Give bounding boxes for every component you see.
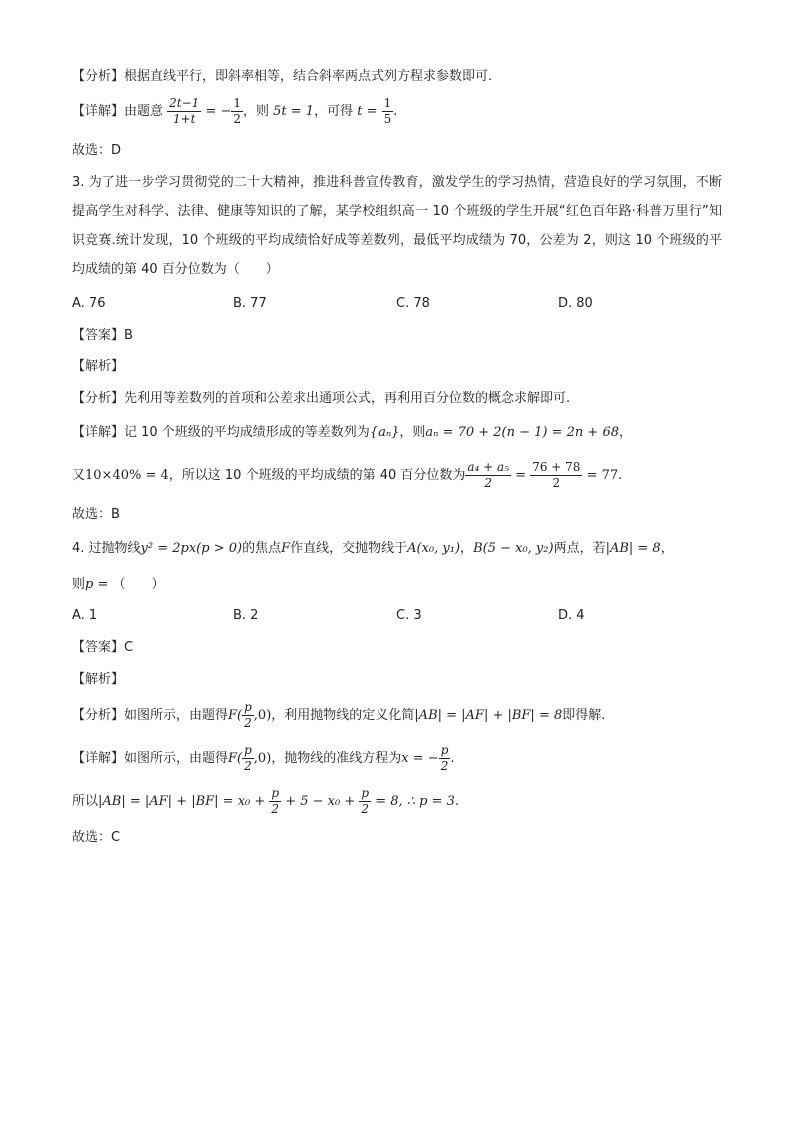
q4-option-c[interactable]: C. 3: [396, 608, 422, 623]
parabola-equation: y² = 2px(p > 0): [140, 541, 243, 556]
fraction-p-over-2-d: $\frac{p}{2}$: [271, 786, 280, 816]
ab-length: |AB| = 8: [605, 541, 661, 556]
equals-minus: = −: [201, 104, 232, 119]
fraction-p-over-2-b: $\frac{p}{2}$: [244, 743, 252, 773]
calc-10x40: 10×40% = 4: [85, 468, 169, 483]
q4-analysis: 【分析】如图所示，由题得F( $\frac{p}{2}$ ,0)，利用抛物线的定义化简|AB| = |AF| + |BF| = 8即得解.: [72, 700, 606, 730]
detail-1-mid: ，则: [243, 104, 274, 119]
point-a: A(x₀, y₁): [407, 541, 461, 556]
formula-an: aₙ = 70 + 2(n − 1) = 2n + 68: [425, 425, 619, 440]
focus-open-2: F(: [228, 751, 243, 766]
fraction-2t-1-over-1-t: $\frac{2t-1}{1+t}$: [169, 96, 200, 126]
focus-close: ,0): [253, 708, 272, 723]
fraction-76-78: $\frac{76 + 78}{2}$: [532, 460, 581, 490]
q3-option-a[interactable]: A. 76: [72, 296, 106, 311]
point-b: B(5 − x₀, y₂): [473, 541, 554, 556]
q4-detail: 【详解】如图所示，由题得F( $\frac{p}{2}$ ,0)，抛物线的准线方程为x = − $\frac{p}{2}$ .: [72, 743, 455, 773]
ab-definition: |AB| = |AF| + |BF| = 8: [414, 708, 563, 723]
sequence-an: {aₙ}: [369, 425, 400, 440]
eq-t: t =: [357, 104, 382, 119]
q3-analysis: 【分析】先利用等差数列的首项和公差求出通项公式，再利用百分位数的概念求解即可.: [72, 391, 571, 406]
choice-1: 故选：D: [72, 143, 122, 158]
fraction-one-half: $\frac{1}{2}$: [233, 96, 242, 126]
q4-option-d[interactable]: D. 4: [558, 608, 585, 623]
q3-option-d[interactable]: D. 80: [558, 296, 593, 311]
focus-close-2: ,0): [253, 751, 272, 766]
question-3-text: 3. 为了进一步学习贯彻党的二十大精神，推进科普宣传教育，激发学生的学习热情，营造良好的学习氛围，不断提高学生对科学、法律、健康等知识的了解，某学校组织高一 10 个班级的学生开展“红色百年路·科普万里行”知识竞赛.统计发现，10 个班级的平均成绩恰好成等差数列，最低平均成绩为 70，公差为 2，则这 10 个班级的平均成绩的第 40 百分位数为（ ）: [72, 175, 722, 277]
eq-5t-1: 5t = 1: [273, 104, 315, 119]
question-4-line1: 4. 过抛物线y² = 2px(p > 0)的焦点F作直线，交抛物线于A(x₀, y₁)，B(5 − x₀, y₂)两点，若|AB| = 8，: [72, 541, 674, 556]
directrix: x = −: [401, 751, 439, 766]
fraction-p-over-2-c: $\frac{p}{2}$: [440, 743, 449, 773]
analysis-1: 【分析】根据直线平行，即斜率相等，结合斜率两点式列方程求参数即可.: [72, 69, 493, 84]
q4-option-a[interactable]: A. 1: [72, 608, 98, 623]
q3-detail-line2: 又10×40% = 4，所以这 10 个班级的平均成绩的第 40 百分位数为 $\frac{\text{a₄ + a₅}}{2}$ = $\frac{76 + 78}{2}$ = 77.: [72, 460, 623, 490]
question-4-line2: 则p = （ ）: [72, 577, 165, 592]
so-mid: + 5 − x₀ +: [281, 794, 360, 809]
so-formula: |AB| = |AF| + |BF| = x₀ +: [98, 794, 270, 809]
result-77: = 77: [582, 468, 619, 483]
q3-detail-line1: 【详解】记 10 个班级的平均成绩形成的等差数列为{aₙ}，则aₙ = 70 + 2(n − 1) = 2n + 68，: [72, 425, 632, 440]
fraction-p-over-2-e: $\frac{p}{2}$: [361, 786, 370, 816]
detail-1-prefix: 【详解】由题意: [72, 104, 164, 119]
detail-1: [72, 96, 397, 127]
p-equals: p =: [85, 577, 113, 592]
focus-open: F(: [228, 708, 243, 723]
q3-answer: 【答案】B: [72, 328, 133, 343]
fraction-p-over-2: $\frac{p}{2}$: [244, 700, 252, 730]
q4-so: 所以|AB| = |AF| + |BF| = x₀ + $\frac{p}{2}$ + 5 − x₀ + $\frac{p}{2}$ = 8, ∴ p = 3.: [72, 786, 460, 816]
detail-1-end: .: [393, 104, 398, 119]
fraction-one-fifth: $\frac{1}{5}$: [383, 96, 392, 126]
q3-choice: 故选：B: [72, 507, 120, 522]
q3-option-b[interactable]: B. 77: [233, 296, 267, 311]
focus-f: F: [281, 541, 291, 556]
fraction-a4-a5: $\frac{\text{a₄ + a₅}}{2}$: [467, 460, 510, 490]
q3-jiexi: 【解析】: [72, 359, 125, 374]
q4-option-b[interactable]: B. 2: [233, 608, 259, 623]
so-end: = 8, ∴ p = 3: [371, 794, 455, 809]
detail-1-mid2: ，可得: [314, 104, 358, 119]
q4-choice: 故选：C: [72, 830, 121, 845]
q4-answer: 【答案】C: [72, 640, 134, 655]
q3-option-c[interactable]: C. 78: [396, 296, 430, 311]
q4-jiexi: 【解析】: [72, 672, 125, 687]
